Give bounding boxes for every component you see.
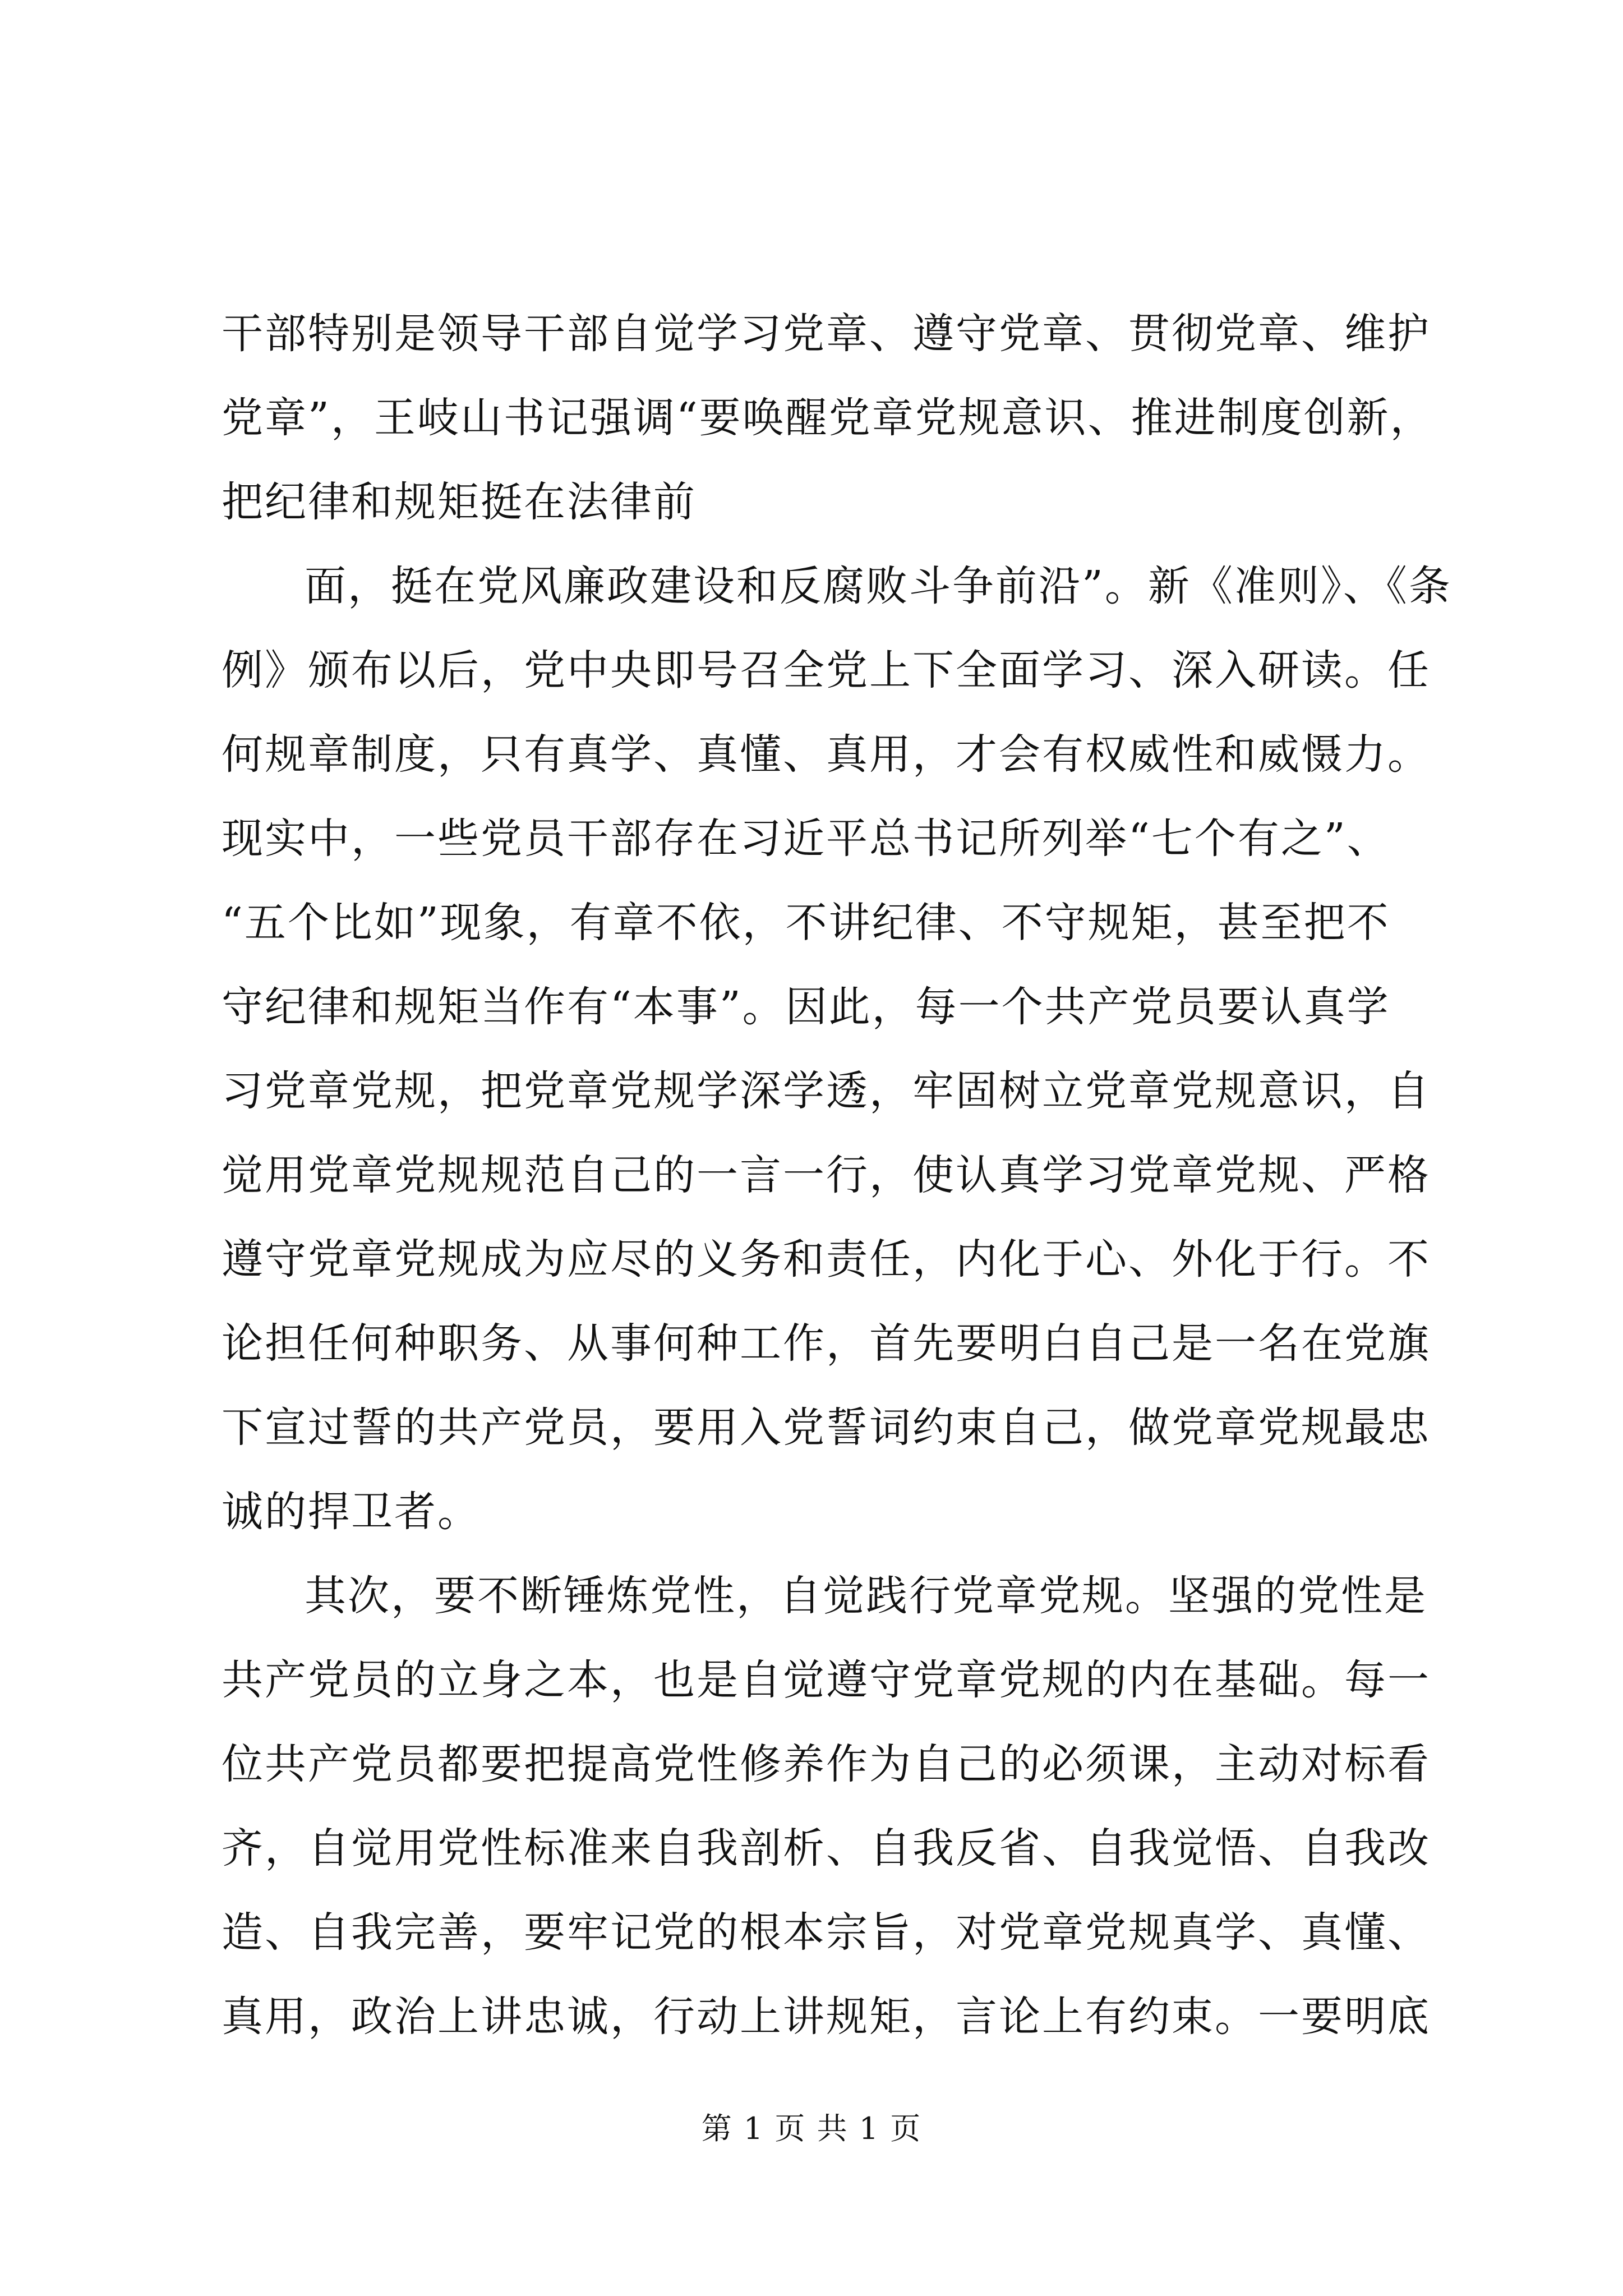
text-line: 党章”，王岐山书记强调“要唤醒党章党规意识、推进制度创新， (222, 394, 1433, 442)
text-line: 位共产党员都要把提高党性修养作为自己的必须课，主动对标看 (222, 1740, 1431, 1788)
text-line: 遵守党章党规成为应尽的义务和责任，内化于心、外化于行。不 (222, 1235, 1431, 1283)
text-line: 觉用党章党规规范自己的一言一行，使认真学习党章党规、严格 (222, 1151, 1431, 1199)
text-line: 守纪律和规矩当作有“本事”。因此，每一个共产党员要认真学 (222, 983, 1390, 1031)
text-line: 习党章党规，把党章党规学深学透，牢固树立党章党规意识，自 (222, 1067, 1431, 1115)
text-line: 干部特别是领导干部自觉学习党章、遵守党章、贯彻党章、维护 (222, 310, 1431, 358)
text-line: 论担任何种职务、从事何种工作，首先要明白自己是一名在党旗 (222, 1319, 1431, 1368)
page-number-footer: 第 1 页 共 1 页 (701, 2111, 922, 2146)
text-line: 下宣过誓的共产党员，要用入党誓词约束自己，做党章党规最忠 (222, 1404, 1431, 1452)
text-line: 现实中，一些党员干部存在习近平总书记所列举“七个有之”、 (222, 815, 1390, 863)
text-line: 何规章制度，只有真学、真懂、真用，才会有权威性和威慑力。 (222, 730, 1431, 779)
text-line: 共产党员的立身之本，也是自觉遵守党章党规的内在基础。每一 (222, 1656, 1431, 1704)
body-text (222, 292, 1452, 2059)
text-line: 把纪律和规矩挺在法律前 (222, 478, 697, 526)
text-line: 诚的捍卫者。 (222, 1488, 481, 1536)
paragraph-start-line: 面，挺在党风廉政建设和反腐败斗争前沿”。新《准则》、《条 (305, 562, 1452, 610)
text-line: 例》颁布以后，党中央即号召全党上下全面学习、深入研读。任 (222, 646, 1431, 694)
paragraph-start-line: 其次，要不断锤炼党性，自觉践行党章党规。坚强的党性是 (305, 1572, 1427, 1620)
text-line: “五个比如”现象，有章不依，不讲纪律、不守规矩，甚至把不 (222, 899, 1390, 947)
text-line: 齐，自觉用党性标准来自我剖析、自我反省、自我觉悟、自我改 (222, 1824, 1431, 1872)
text-line: 真用，政治上讲忠诚，行动上讲规矩，言论上有约束。一要明底 (222, 1993, 1431, 2041)
text-line: 造、自我完善，要牢记党的根本宗旨，对党章党规真学、真懂、 (222, 1908, 1431, 1957)
